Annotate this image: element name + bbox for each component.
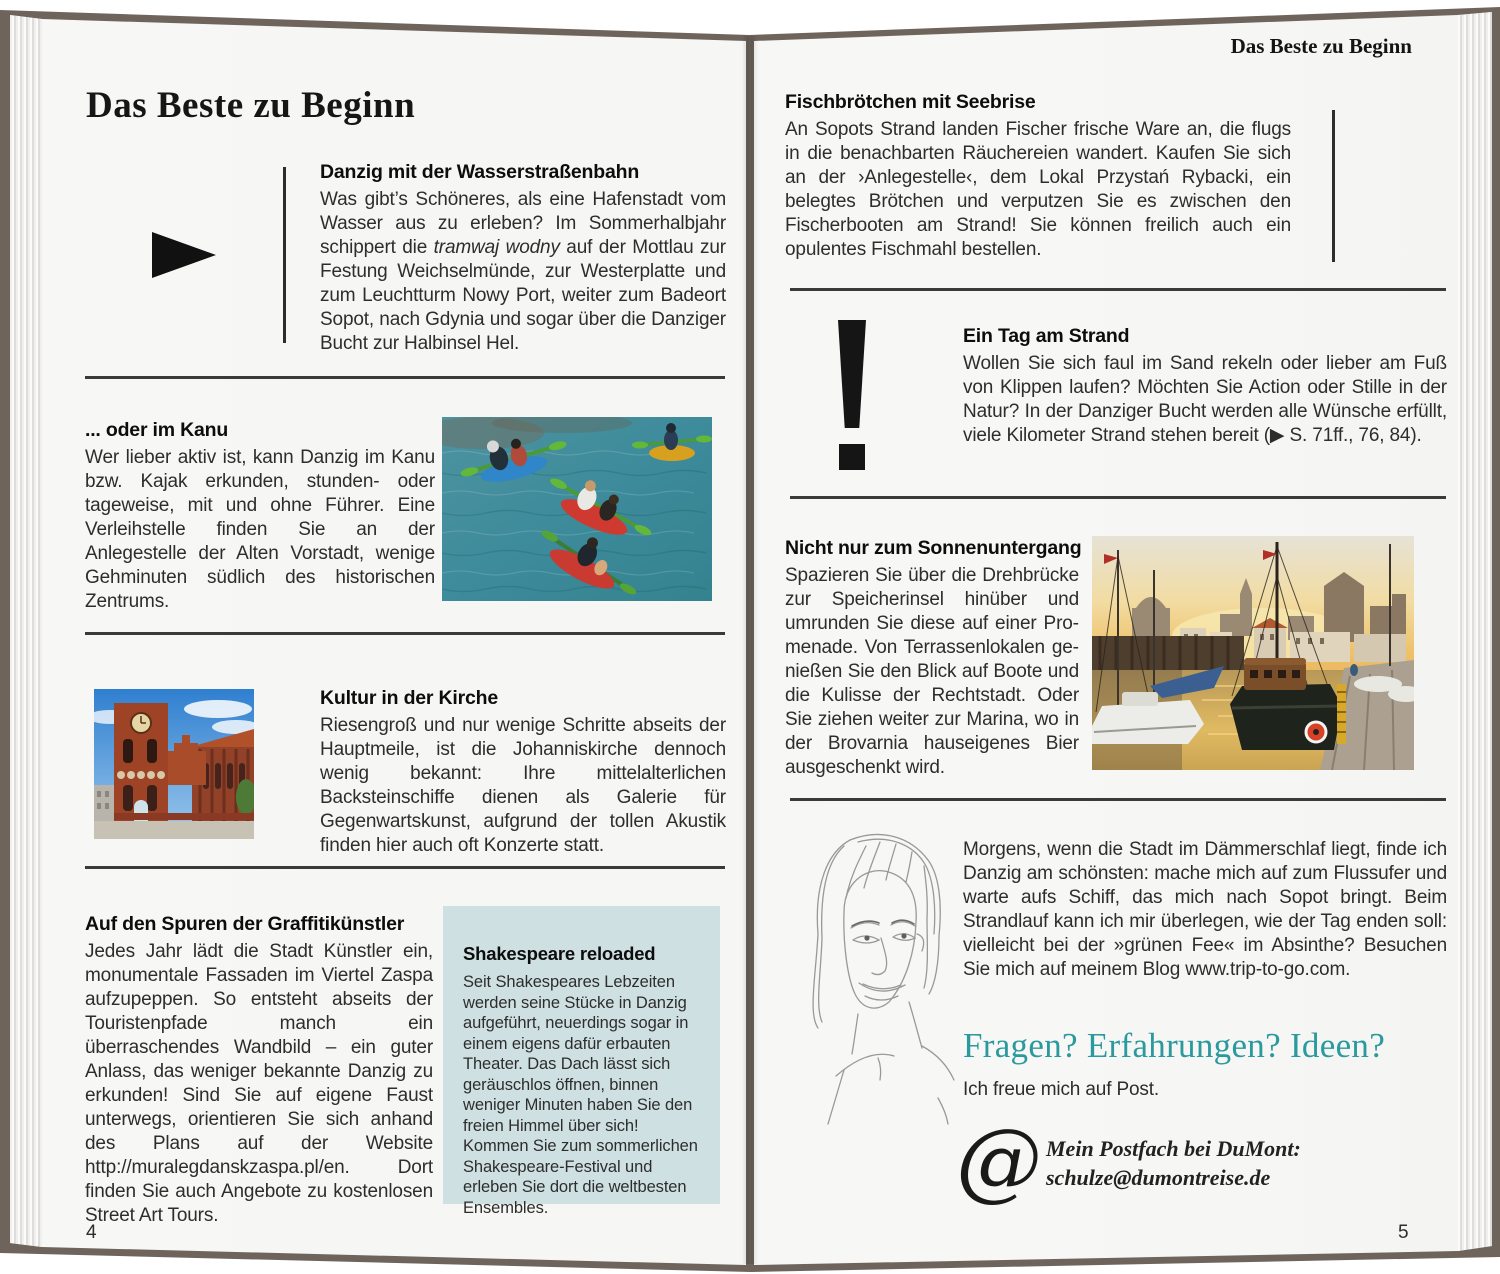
mailbox-address: schulze@dumontreise.de <box>1046 1165 1271 1190</box>
body-text-italic: tramwaj wodny <box>433 237 560 258</box>
body-text: auf der Mottlau zur Festung Weichselmünde, zur Westerplatte und zum Leuchtturm Nowy Port, weiter zum Badeort Sopot, nach Gdynia und sogar über die Danziger Bucht zur Halbinsel Hel. <box>320 237 726 354</box>
play-arrow-icon <box>152 232 216 278</box>
section-divider <box>790 798 1446 801</box>
author-portrait-sketch <box>788 822 966 1134</box>
page-title: Das Beste zu Beginn <box>86 85 416 126</box>
page-number-right: 5 <box>1398 1222 1409 1243</box>
exclamation-icon <box>836 320 876 470</box>
section-vertical-rule <box>1332 110 1335 262</box>
body-text: Was gibt’s Schöneres, als eine Hafenstadt vom Wasser aus zu erleben? Im Sommerhalbjahr schippert die <box>320 189 726 258</box>
book-gutter-shadow <box>742 36 758 1264</box>
section-divider <box>85 632 725 635</box>
exclamation-bar <box>838 320 866 428</box>
shakespeare-info-box <box>443 906 720 1217</box>
section-heading-strand: Ein Tag am Strand <box>963 325 1130 347</box>
harbor-photo <box>1092 536 1414 770</box>
section-heading-graffiti: Auf den Spuren der Graffitikünstler <box>85 913 405 935</box>
post-invitation-line: Ich freue mich auf Post. <box>963 1079 1159 1100</box>
section-heading-wasserbahn: Danzig mit der Wasserstraßenbahn <box>320 161 640 183</box>
at-sign-icon: @ <box>956 1111 1042 1211</box>
kayak-photo <box>442 417 712 601</box>
section-body-strand: Wollen Sie sich faul im Sand rekeln oder lieber am Fuß von Klippen laufen? Möchten Sie Action oder Stille in der Natur? In der Danziger Bucht werden alle Wünsche erfüllt, viele Kilometer Strand stehen bereit (▶ S. 71ff., 76, 84). <box>963 353 1447 446</box>
section-heading-fisch: Fischbrötchen mit Seebrise <box>785 91 1036 113</box>
church-photo <box>94 689 254 839</box>
section-heading-kirche: Kultur in der Kirche <box>320 687 499 709</box>
author-intro-text: Morgens, wenn die Stadt im Dämmerschlaf liegt, finde ich Danzig am schönsten: mache mich auf zum Flussufer und warte aufs Schiff, das mich nach Sopot bringt. Beim Strandlauf kann ich mir überlegen, wie der Tag enden soll: vielleicht bei der »grünen Fee« im Absinthe? Besuchen Sie mich auf meinem Blog www.trip-to-go.com. <box>963 839 1447 980</box>
box-heading: Shakespeare reloaded <box>463 943 656 964</box>
mailbox-label: Mein Postfach bei DuMont: <box>1046 1136 1301 1161</box>
section-heading-kanu: ... oder im Kanu <box>85 419 229 441</box>
page-number-left: 4 <box>86 1222 97 1243</box>
exclamation-dot <box>839 444 865 470</box>
running-header: Das Beste zu Beginn <box>1230 34 1412 58</box>
section-body-kirche: Riesengroß und nur wenige Schritte abseits der Hauptmeile, ist die Johanniskirche dennoch wenig bekannt: Ihre mittelalterlichen Backsteinschiffe dienen als Galerie für Gegenwartskunst, aufgrund der tollen Akustik finden hier auch oft Konzerte statt. <box>320 715 726 856</box>
section-divider <box>85 376 725 379</box>
section-divider <box>790 288 1446 291</box>
section-body-graffiti: Jedes Jahr lädt die Stadt Künstler ein, monumentale Fassaden im Viertel Zaspa aufzupeppen. So entsteht abseits der Touristenpfade manch ein überraschendes Wandbild – ein guter Anlass, das weniger bekannte Danzig zu erkunden! Sind Sie auf eigene Faust unterwegs, orientieren Sie sich anhand des Plans auf der Website http://muralegdanskzaspa.pl/en. Dort finden Sie auch Angebote zu kostenlosen Street Art Tours. <box>85 941 433 1226</box>
questions-heading: Fragen? Erfahrungen? Ideen? <box>963 1026 1386 1065</box>
section-heading-sonne: Nicht nur zum Sonnenuntergang <box>785 537 1082 559</box>
section-body-sonne: Spazieren Sie über die Drehbrücke zur Speicherinsel hinüber und umrunden Sie diese auf einer Promenade. Von Terrassenlokalen genießen Sie den Blick auf Boote und die Kulisse der Rechtstadt. Oder Sie ziehen weiter zur Marina, wo in der Brovarnia hauseigenes Bier ausgeschenkt wird. <box>785 565 1079 778</box>
section-vertical-rule <box>283 167 286 343</box>
section-divider <box>85 866 725 869</box>
section-body-kanu: Wer lieber aktiv ist, kann Danzig im Kanu bzw. Kajak erkunden, stunden- oder tageweise, mit und ohne Führer. Eine Verleihstelle finden Sie an der Anlegestelle der Alten Vorstadt, wenige Gehminuten südlich des historischen Zentrums. <box>85 447 435 612</box>
box-body: Seit Shakespeares Lebzeiten werden seine Stücke in Danzig aufgeführt, neuerdings sogar in einem eigens dafür erbauten Theater. Das Dach lässt sich geräuschlos öffnen, binnen weniger Minuten haben Sie den freien Himmel über sich! Kommen Sie zum sommerlichen Shakespeare-Festival und erleben Sie dort die weltbesten Ensembles. <box>463 973 698 1217</box>
mailbox-contact <box>1046 1134 1466 1192</box>
section-body-wasserbahn <box>320 188 726 356</box>
section-body-fisch: An Sopots Strand landen Fischer frische Ware an, die flugs in die benachbarten Räuchereien wandert. Kaufen Sie sich an der ›Anlegestelle‹, dem Lokal Przystań Rybacki, ein belegtes Brötchen und verputzen Sie es zwischen den Fischerbooten am Strand! Sie können freilich auch ein opulentes Fischmahl bestellen. <box>785 119 1291 260</box>
section-divider <box>790 496 1446 499</box>
